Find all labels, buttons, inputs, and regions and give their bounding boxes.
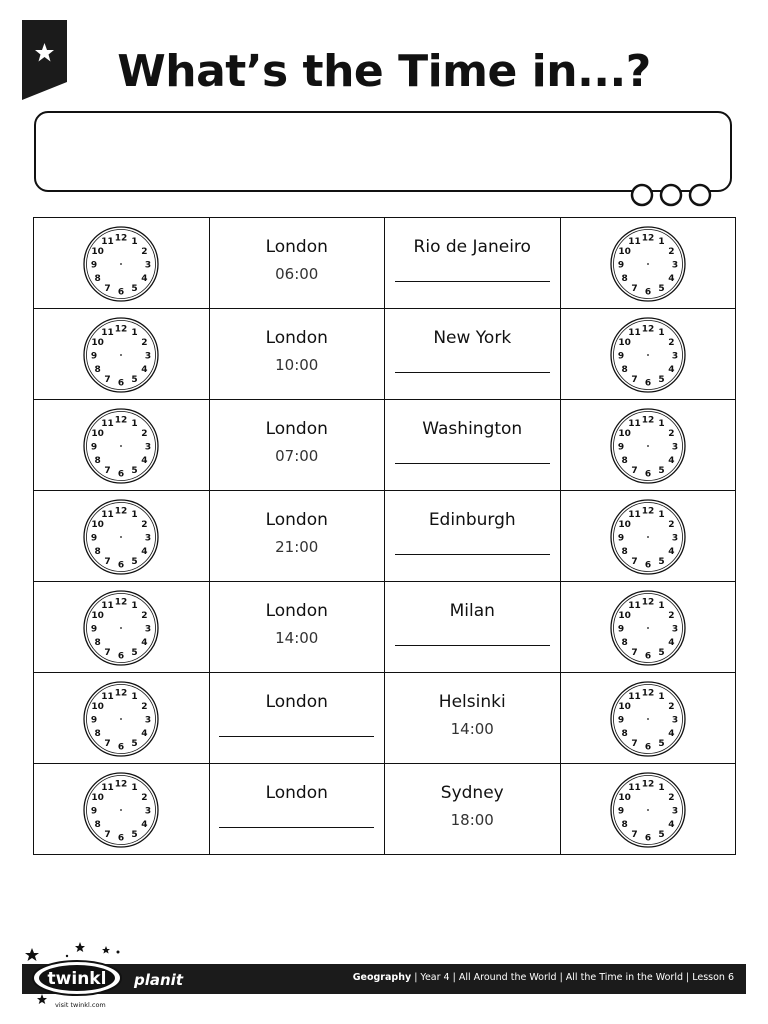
left-clock-cell — [34, 218, 210, 309]
clock-number: 3 — [145, 533, 152, 544]
left-city-name: London — [265, 783, 328, 803]
clock-number: 12 — [641, 597, 655, 608]
clock-number: 5 — [131, 283, 138, 294]
right-time-answer-line[interactable] — [395, 281, 550, 282]
clock-number: 1 — [131, 237, 138, 248]
right-clock-cell — [560, 400, 736, 491]
clock-number: 8 — [94, 547, 101, 557]
clock-number: 4 — [668, 547, 675, 557]
clock-number: 4 — [141, 638, 148, 648]
clock-face-icon[interactable] — [81, 770, 161, 850]
clock-number: 1 — [658, 328, 665, 339]
clock-number: 7 — [104, 556, 111, 567]
clock-number: 7 — [631, 374, 638, 385]
clock-number: 4 — [668, 729, 675, 739]
right-city-cell — [385, 491, 561, 582]
clock-number: 8 — [94, 365, 101, 375]
clock-number: 9 — [617, 260, 624, 271]
right-city-name: Helsinki — [438, 692, 506, 712]
left-clock-cell — [34, 491, 210, 582]
clock-number: 8 — [621, 820, 628, 830]
right-clock-cell — [560, 309, 736, 400]
right-city-time: 14:00 — [450, 720, 494, 738]
left-time-answer-line[interactable] — [219, 827, 374, 828]
right-clock-cell — [560, 218, 736, 309]
clock-number: 7 — [631, 556, 638, 567]
right-clock-cell — [560, 582, 736, 673]
clock-face-icon[interactable] — [81, 588, 161, 668]
clock-number: 10 — [618, 702, 631, 712]
clock-number: 2 — [141, 793, 148, 803]
right-time-answer-line[interactable] — [395, 645, 550, 646]
clock-number: 11 — [101, 419, 115, 430]
clock-number: 8 — [621, 365, 628, 375]
clock-number: 10 — [618, 611, 631, 621]
clock-number: 11 — [101, 692, 115, 703]
clock-number: 10 — [91, 247, 105, 257]
clock-number: 9 — [91, 806, 98, 817]
clock-number: 1 — [131, 692, 138, 703]
clock-number: 5 — [131, 738, 138, 749]
clock-face-icon[interactable] — [608, 770, 688, 850]
right-city-cell — [385, 582, 561, 673]
left-city-time: 14:00 — [275, 629, 319, 647]
clock-number: 11 — [627, 328, 641, 339]
clock-number: 3 — [145, 624, 152, 635]
clock-face-icon[interactable] — [608, 497, 688, 577]
clock-number: 8 — [621, 638, 628, 648]
clock-number: 12 — [114, 688, 128, 699]
clock-number: 5 — [131, 374, 138, 385]
clock-number: 9 — [91, 351, 98, 362]
clock-number: 7 — [631, 829, 638, 840]
right-city-cell — [385, 309, 561, 400]
clock-number: 6 — [644, 560, 651, 571]
clock-number: 7 — [631, 465, 638, 476]
clock-number: 11 — [627, 601, 641, 612]
left-city-time: 06:00 — [275, 265, 319, 283]
clock-number: 2 — [668, 247, 675, 257]
clock-face-icon[interactable] — [81, 315, 161, 395]
clock-number: 3 — [671, 260, 678, 271]
clock-number: 5 — [658, 738, 665, 749]
clock-number: 6 — [118, 742, 125, 753]
left-city-name: London — [265, 692, 328, 712]
clock-number: 12 — [641, 233, 655, 244]
clock-number: 6 — [644, 469, 651, 480]
clock-number: 5 — [131, 465, 138, 476]
right-city-name: Sydney — [440, 783, 504, 803]
clock-number: 12 — [114, 597, 128, 608]
answer-box[interactable] — [34, 111, 732, 192]
clock-number: 4 — [141, 729, 148, 739]
clock-number: 5 — [658, 283, 665, 294]
clock-number: 5 — [658, 556, 665, 567]
clock-number: 12 — [641, 688, 655, 699]
clock-number: 3 — [671, 624, 678, 635]
right-city-name: Edinburgh — [428, 510, 516, 530]
right-city-time: 18:00 — [450, 811, 494, 829]
right-city-name: Milan — [449, 601, 495, 621]
table-row — [34, 673, 736, 764]
clock-face-icon[interactable] — [81, 406, 161, 486]
clock-number: 1 — [658, 510, 665, 521]
clock-number: 5 — [131, 556, 138, 567]
clock-number: 10 — [91, 520, 105, 530]
left-city-name: London — [265, 419, 328, 439]
clock-number: 2 — [141, 520, 148, 530]
left-city-cell — [209, 309, 385, 400]
clock-number: 9 — [617, 442, 624, 453]
clock-number: 1 — [658, 783, 665, 794]
clock-number: 1 — [658, 237, 665, 248]
left-city-cell — [209, 673, 385, 764]
clock-number: 1 — [131, 783, 138, 794]
clock-number: 9 — [91, 624, 98, 635]
left-city-name: London — [265, 601, 328, 621]
clock-number: 4 — [668, 274, 675, 284]
clock-number: 7 — [631, 738, 638, 749]
clock-number: 7 — [104, 374, 111, 385]
left-clock-cell — [34, 673, 210, 764]
clock-number: 7 — [631, 647, 638, 658]
clock-number: 4 — [668, 365, 675, 375]
clock-number: 4 — [668, 456, 675, 466]
clock-number: 2 — [141, 338, 148, 348]
clock-number: 8 — [621, 729, 628, 739]
clock-number: 3 — [145, 260, 152, 271]
clock-number: 3 — [671, 715, 678, 726]
clock-number: 5 — [658, 829, 665, 840]
clock-face-icon[interactable] — [81, 497, 161, 577]
left-city-cell — [209, 491, 385, 582]
clock-number: 8 — [94, 729, 101, 739]
clock-number: 5 — [658, 647, 665, 658]
clock-number: 8 — [94, 638, 101, 648]
clock-number: 9 — [91, 533, 98, 544]
clock-number: 4 — [141, 456, 148, 466]
clock-number: 7 — [104, 829, 111, 840]
clock-face-icon[interactable] — [81, 224, 161, 304]
clock-number: 12 — [641, 779, 655, 790]
left-city-cell — [209, 582, 385, 673]
clock-face-icon[interactable] — [608, 406, 688, 486]
clock-number: 6 — [644, 378, 651, 389]
clock-number: 11 — [101, 510, 115, 521]
clock-number: 7 — [631, 283, 638, 294]
clock-number: 2 — [668, 611, 675, 621]
clock-number: 3 — [145, 806, 152, 817]
left-city-cell — [209, 764, 385, 855]
clock-number: 3 — [671, 351, 678, 362]
clock-face-icon[interactable] — [608, 224, 688, 304]
table-row — [34, 400, 736, 491]
clock-number: 12 — [114, 324, 128, 335]
clock-number: 2 — [141, 429, 148, 439]
clock-number: 1 — [131, 601, 138, 612]
left-time-answer-line[interactable] — [219, 736, 374, 737]
clock-number: 10 — [618, 793, 631, 803]
clock-number: 1 — [658, 601, 665, 612]
clock-number: 9 — [91, 260, 98, 271]
clock-number: 1 — [658, 419, 665, 430]
right-city-name: Washington — [422, 419, 523, 439]
clock-number: 10 — [91, 793, 105, 803]
clock-number: 9 — [617, 715, 624, 726]
clock-number: 2 — [668, 793, 675, 803]
clock-number: 4 — [668, 820, 675, 830]
clock-face-icon[interactable] — [608, 315, 688, 395]
clock-number: 12 — [114, 506, 128, 517]
clock-number: 10 — [618, 247, 631, 257]
left-clock-cell — [34, 309, 210, 400]
table-row — [34, 218, 736, 309]
clock-number: 9 — [617, 351, 624, 362]
left-city-name: London — [265, 328, 328, 348]
left-clock-cell — [34, 582, 210, 673]
answer-box-dots — [628, 182, 714, 208]
clock-face-icon[interactable] — [608, 588, 688, 668]
clock-number: 5 — [658, 465, 665, 476]
clock-number: 6 — [118, 469, 125, 480]
clock-number: 9 — [617, 533, 624, 544]
left-city-time: 07:00 — [275, 447, 319, 465]
clock-face-icon[interactable] — [81, 679, 161, 759]
clock-number: 12 — [641, 415, 655, 426]
clock-number: 3 — [671, 442, 678, 453]
left-city-time: 21:00 — [275, 538, 319, 556]
clock-number: 5 — [131, 829, 138, 840]
clock-number: 12 — [114, 779, 128, 790]
time-table — [33, 217, 736, 855]
logo-product: planit — [134, 971, 183, 989]
clock-number: 12 — [114, 233, 128, 244]
clock-number: 11 — [101, 783, 115, 794]
clock-number: 11 — [627, 237, 641, 248]
right-city-cell — [385, 764, 561, 855]
clock-number: 6 — [118, 378, 125, 389]
clock-number: 4 — [141, 365, 148, 375]
clock-number: 10 — [618, 338, 631, 348]
right-city-name: Rio de Janeiro — [413, 237, 531, 257]
clock-number: 11 — [101, 237, 115, 248]
clock-number: 9 — [91, 442, 98, 453]
clock-number: 2 — [668, 702, 675, 712]
clock-number: 4 — [668, 638, 675, 648]
right-city-cell — [385, 400, 561, 491]
clock-number: 11 — [627, 419, 641, 430]
clock-number: 2 — [668, 429, 675, 439]
clock-number: 8 — [94, 820, 101, 830]
clock-number: 10 — [91, 338, 105, 348]
clock-number: 11 — [101, 328, 115, 339]
clock-number: 10 — [618, 520, 631, 530]
right-time-answer-line[interactable] — [395, 463, 550, 464]
clock-number: 11 — [101, 601, 115, 612]
clock-number: 4 — [141, 820, 148, 830]
clock-number: 6 — [118, 833, 125, 844]
clock-number: 8 — [94, 274, 101, 284]
logo-brand: twinkl — [47, 969, 107, 989]
clock-number: 4 — [141, 547, 148, 557]
clock-number: 7 — [104, 738, 111, 749]
clock-number: 5 — [131, 647, 138, 658]
clock-number: 10 — [91, 611, 105, 621]
page-title: What’s the Time in...? — [117, 46, 651, 97]
right-clock-cell — [560, 764, 736, 855]
clock-number: 6 — [644, 651, 651, 662]
clock-number: 7 — [104, 283, 111, 294]
footer-subject: Geography — [352, 972, 412, 983]
clock-face-icon[interactable] — [608, 679, 688, 759]
table-row — [34, 491, 736, 582]
clock-number: 8 — [621, 547, 628, 557]
website-text: visit twinkl.com — [55, 1001, 106, 1009]
clock-number: 8 — [621, 274, 628, 284]
clock-number: 3 — [145, 351, 152, 362]
clock-number: 3 — [671, 806, 678, 817]
clock-number: 1 — [658, 692, 665, 703]
clock-number: 9 — [617, 624, 624, 635]
left-city-name: London — [265, 510, 328, 530]
clock-number: 2 — [668, 520, 675, 530]
clock-number: 3 — [671, 533, 678, 544]
clock-number: 10 — [91, 702, 105, 712]
clock-number: 3 — [145, 442, 152, 453]
right-time-answer-line[interactable] — [395, 554, 550, 555]
clock-number: 11 — [627, 692, 641, 703]
clock-number: 6 — [644, 287, 651, 298]
footer-text — [353, 972, 734, 983]
clock-number: 6 — [118, 651, 125, 662]
clock-number: 10 — [91, 429, 105, 439]
left-city-cell — [209, 400, 385, 491]
clock-number: 6 — [118, 287, 125, 298]
clock-number: 8 — [621, 456, 628, 466]
left-clock-cell — [34, 764, 210, 855]
clock-number: 12 — [114, 415, 128, 426]
right-clock-cell — [560, 491, 736, 582]
clock-number: 3 — [145, 715, 152, 726]
clock-number: 6 — [644, 833, 651, 844]
clock-number: 11 — [627, 510, 641, 521]
clock-number: 6 — [118, 560, 125, 571]
clock-number: 7 — [104, 647, 111, 658]
clock-number: 5 — [658, 374, 665, 385]
clock-number: 6 — [644, 742, 651, 753]
twinkl-logo — [22, 940, 192, 1010]
right-clock-cell — [560, 673, 736, 764]
table-row — [34, 582, 736, 673]
footer-details: | Year 4 | All Around the World | All the Time in the World | Lesson 6 — [414, 972, 734, 983]
clock-number: 8 — [94, 456, 101, 466]
clock-number: 2 — [141, 247, 148, 257]
clock-number: 12 — [641, 324, 655, 335]
left-city-cell — [209, 218, 385, 309]
clock-number: 10 — [618, 429, 631, 439]
left-clock-cell — [34, 400, 210, 491]
clock-number: 2 — [141, 611, 148, 621]
clock-number: 4 — [141, 274, 148, 284]
right-city-cell — [385, 673, 561, 764]
clock-number: 11 — [627, 783, 641, 794]
clock-number: 1 — [131, 419, 138, 430]
right-city-name: New York — [433, 328, 512, 348]
clock-number: 1 — [131, 328, 138, 339]
clock-number: 1 — [131, 510, 138, 521]
table-row — [34, 309, 736, 400]
clock-number: 7 — [104, 465, 111, 476]
right-city-cell — [385, 218, 561, 309]
clock-number: 9 — [91, 715, 98, 726]
clock-number: 9 — [617, 806, 624, 817]
table-row — [34, 764, 736, 855]
clock-number: 2 — [668, 338, 675, 348]
left-city-time: 10:00 — [275, 356, 319, 374]
clock-number: 2 — [141, 702, 148, 712]
left-city-name: London — [265, 237, 328, 257]
clock-number: 12 — [641, 506, 655, 517]
right-time-answer-line[interactable] — [395, 372, 550, 373]
